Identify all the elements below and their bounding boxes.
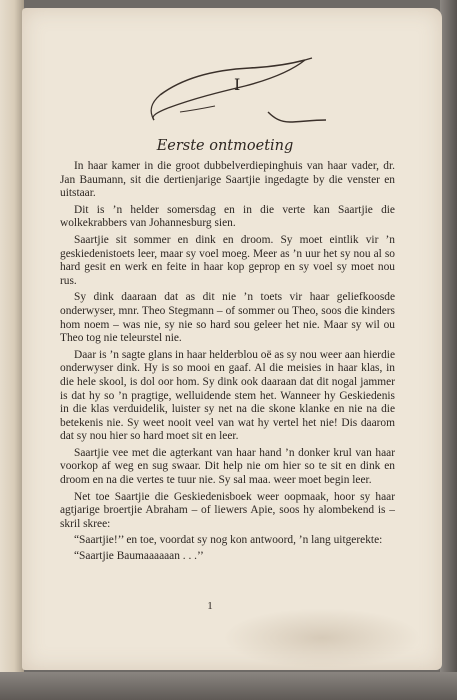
paragraph: “Saartjie!’’ en toe, voordat sy nog kon antwoord, ’n lang uitgerekte: xyxy=(74,534,383,547)
paragraph: Saartjie vee met die agterkant van haar hand ’n donker krul van haar voorkop af weg en sug swaar. Dit help nie om hier so te sit en dink en droom en na die vertes te tuur nie. Sy sal maa. weer moet begin leer. xyxy=(60,446,395,487)
paragraph: Saartjie sit sommer en dink en droom. Sy moet eintlik vir ’n geskiedenistoets leer, maar sy voel moeg. Meer as ’n uur het sy nou al so hard gesit en werk en feite in haar kop geprop en sy voel sy moet nou rus. xyxy=(60,233,395,287)
scan-background-bottom xyxy=(0,672,457,700)
paragraph: In haar kamer in die groot dubbelverdiepinghuis van haar vader, dr. Jan Baumann, sit die dertienjarige Saartjie ingedagte by die venster en uitstaar. xyxy=(60,160,395,200)
paragraph: Net toe Saartjie die Geskiedenisboek weer oopmaak, hoor sy haar agtjarige broertjie Abraham – of liewers Apie, soos hy alombekend is – skril skree: xyxy=(60,490,395,530)
chapter-marker: I xyxy=(234,75,241,94)
chapter-title: Eerste ontmoeting xyxy=(156,138,294,154)
paragraph: Sy dink daaraan dat as dit nie ’n toets vir haar geliefkoosde onderwyser, mnr. Theo Stegmann – of sommer ou Theo, soos die kinders hom noem – was nie, sy nie so hard sou geleer het nie. Maar sy wil ou Theo tog nie teleurstel nie. xyxy=(60,291,395,345)
paragraph: Daar is ’n sagte glans in haar helderblou oë as sy nou weer aan hierdie onderwyser dink. Hy is so mooi en gaaf. Al die meisies in haar klas, in die hele skool, is dol oor hom. Sy dink ook daaraan dat dit nogal jammer is dat hy so ’n pragtige, welluidende stem het. Wanneer hy Geskiedenis in die klas verduidelik, luister sy net na die skone klanke en nie na die betekenis nie. Sy weet nooit veel van wat hy vertel het nie! Dis daarom dat sy nou hier so hard moet sit en leer. xyxy=(60,348,395,443)
scan-background-left xyxy=(0,0,24,700)
scan-background-right xyxy=(440,0,457,700)
chapter-body xyxy=(60,160,395,566)
paragraph: Dit is ’n helder somersdag en in die verte kan Saartjie die wolkekrabbers van Johannesburg sien. xyxy=(60,203,395,230)
paragraph: “Saartjie Baumaaaaaan . . .’’ xyxy=(74,550,204,563)
page-stain xyxy=(222,608,422,668)
chapter-ornament-sketch-icon xyxy=(140,50,340,130)
page-number: 1 xyxy=(207,600,213,612)
